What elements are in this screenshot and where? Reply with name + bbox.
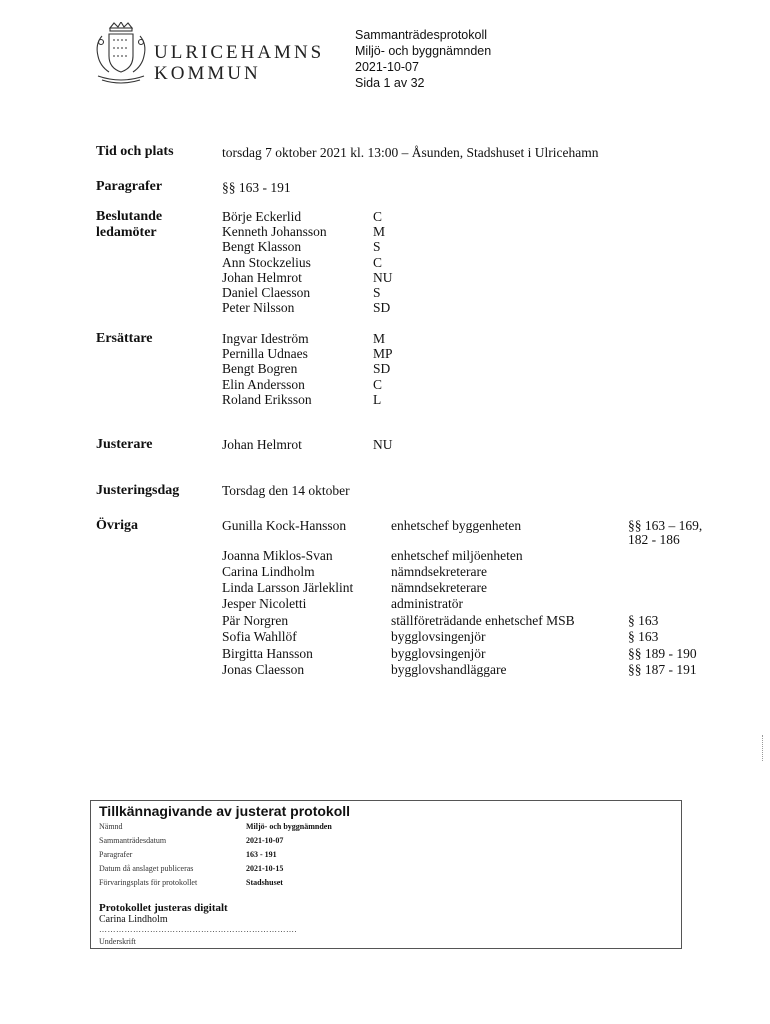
member-name: Ingvar Ideström: [222, 331, 309, 346]
other-person-role: bygglovsingenjör: [391, 646, 486, 661]
other-person-role: bygglovsingenjör: [391, 629, 486, 644]
other-person-name: Joanna Miklos-Svan: [222, 548, 333, 563]
member-party: S: [373, 239, 381, 255]
municipality-logo: [92, 22, 332, 86]
other-person-paragraphs: § 163: [628, 629, 659, 644]
member-party: SD: [373, 361, 391, 377]
other-person-paragraphs: §§ 189 - 190: [628, 646, 697, 661]
tid-label: Tid och plats: [96, 144, 174, 159]
notice-row-label: Datum då anslaget publiceras: [99, 864, 194, 873]
document-header: [355, 27, 491, 91]
member-name: Johan Helmrot: [222, 269, 302, 285]
notice-title: Tillkännagivande av justerat protokoll: [99, 803, 351, 819]
other-person-name: Birgitta Hansson: [222, 646, 313, 661]
notice-row-label: Sammanträdesdatum: [99, 836, 167, 845]
justerare-party: NU: [373, 437, 393, 452]
member-party: C: [373, 376, 383, 392]
signature-label: Underskrift: [99, 937, 136, 946]
justerare-name: Johan Helmrot: [222, 437, 302, 452]
notice-row-label: Paragrafer: [99, 850, 133, 859]
notice-box: [90, 800, 682, 949]
member-party: MP: [373, 346, 393, 362]
member-party: M: [373, 331, 386, 346]
beslutande-names: [222, 209, 327, 315]
other-person-name: Jesper Nicoletti: [222, 596, 307, 611]
beslutande-parties: [373, 209, 393, 315]
paragraph-ref: 182 - 186: [628, 532, 680, 547]
other-person-role: nämndsekreterare: [391, 564, 487, 579]
member-party: M: [373, 224, 386, 240]
member-name: Kenneth Johansson: [222, 224, 327, 240]
other-person-name: Pär Norgren: [222, 613, 289, 628]
page-indicator: Sida 1 av 32: [355, 76, 425, 90]
signature-line: …………………………………………………………….: [99, 925, 297, 934]
other-person-role: enhetschef miljöenheten: [391, 548, 523, 563]
member-name: Bengt Klasson: [222, 239, 302, 255]
justerare-label: Justerare: [96, 437, 153, 452]
other-person-name: Carina Lindholm: [222, 564, 315, 579]
notice-row-value: Miljö- och byggnämnden: [246, 822, 332, 831]
member-name: Ann Stockzelius: [222, 254, 311, 270]
other-person-paragraphs: §§ 187 - 191: [628, 662, 697, 677]
member-name: Börje Eckerlid: [222, 209, 302, 224]
other-person-role: nämndsekreterare: [391, 580, 487, 595]
member-party: L: [373, 391, 382, 407]
member-party: C: [373, 209, 383, 224]
meeting-date: 2021-10-07: [355, 60, 419, 74]
member-name: Pernilla Udnaes: [222, 346, 308, 362]
ovriga-label: Övriga: [96, 518, 138, 533]
paragraph-ref: §§ 163 – 169,: [628, 518, 703, 533]
notice-signer: Carina Lindholm: [99, 914, 168, 925]
notice-subtitle: Protokollet justeras digitalt: [99, 902, 228, 914]
member-party: S: [373, 284, 381, 300]
beslutande-label: [96, 209, 162, 241]
other-person-name: Jonas Claesson: [222, 662, 305, 677]
logo-line-1: ULRICEHAMNS: [154, 42, 325, 63]
other-person-role: ställföreträdande enhetschef MSB: [391, 613, 575, 628]
member-name: Daniel Claesson: [222, 284, 311, 300]
other-person-role: bygglovshandläggare: [391, 662, 507, 677]
member-name: Peter Nilsson: [222, 300, 295, 316]
other-person-name: Linda Larsson Järleklint: [222, 580, 354, 595]
other-person-role: enhetschef byggenheten: [391, 518, 522, 533]
justeringsdag-value: Torsdag den 14 oktober: [222, 483, 350, 498]
notice-row-value: Stadshuset: [246, 878, 283, 887]
beslutande-label-line-2: ledamöter: [96, 225, 157, 240]
member-name: Bengt Bogren: [222, 361, 298, 377]
coat-of-arms-icon: [92, 22, 150, 86]
ersattare-label: Ersättare: [96, 331, 153, 346]
notice-row-value: 2021-10-07: [246, 836, 284, 845]
logo-line-2: KOMMUN: [154, 63, 261, 84]
notice-row-label: Nämnd: [99, 822, 123, 831]
member-party: SD: [373, 300, 391, 316]
other-person-name: Gunilla Kock-Hansson: [222, 518, 347, 533]
document-type: Sammanträdesprotokoll: [355, 28, 488, 42]
member-party: NU: [373, 269, 393, 285]
paragrafer-label: Paragrafer: [96, 179, 163, 194]
justeringsdag-label: Justeringsdag: [96, 483, 180, 498]
other-person-role: administratör: [391, 596, 463, 611]
other-person-paragraphs: § 163: [628, 613, 659, 628]
paragrafer-value: §§ 163 - 191: [222, 180, 291, 195]
member-party: C: [373, 254, 383, 270]
other-person-name: Sofia Wahllöf: [222, 629, 297, 644]
committee-name: Miljö- och byggnämnden: [355, 44, 492, 58]
notice-row-value: 2021-10-15: [246, 864, 284, 873]
beslutande-label-line-1: Beslutande: [96, 209, 163, 224]
notice-row-label: Förvaringsplats för protokollet: [99, 878, 198, 887]
member-name: Elin Andersson: [222, 376, 305, 392]
tid-value: torsdag 7 oktober 2021 kl. 13:00 – Åsunden, Stadshuset i Ulricehamn: [222, 145, 599, 160]
notice-row-value: 163 - 191: [246, 850, 277, 859]
other-person-paragraphs: [628, 519, 702, 547]
margin-mark: [762, 735, 766, 761]
ersattare-names: [222, 331, 312, 407]
member-name: Roland Eriksson: [222, 391, 312, 407]
logo-text: [154, 42, 324, 84]
ersattare-parties: [373, 331, 393, 407]
